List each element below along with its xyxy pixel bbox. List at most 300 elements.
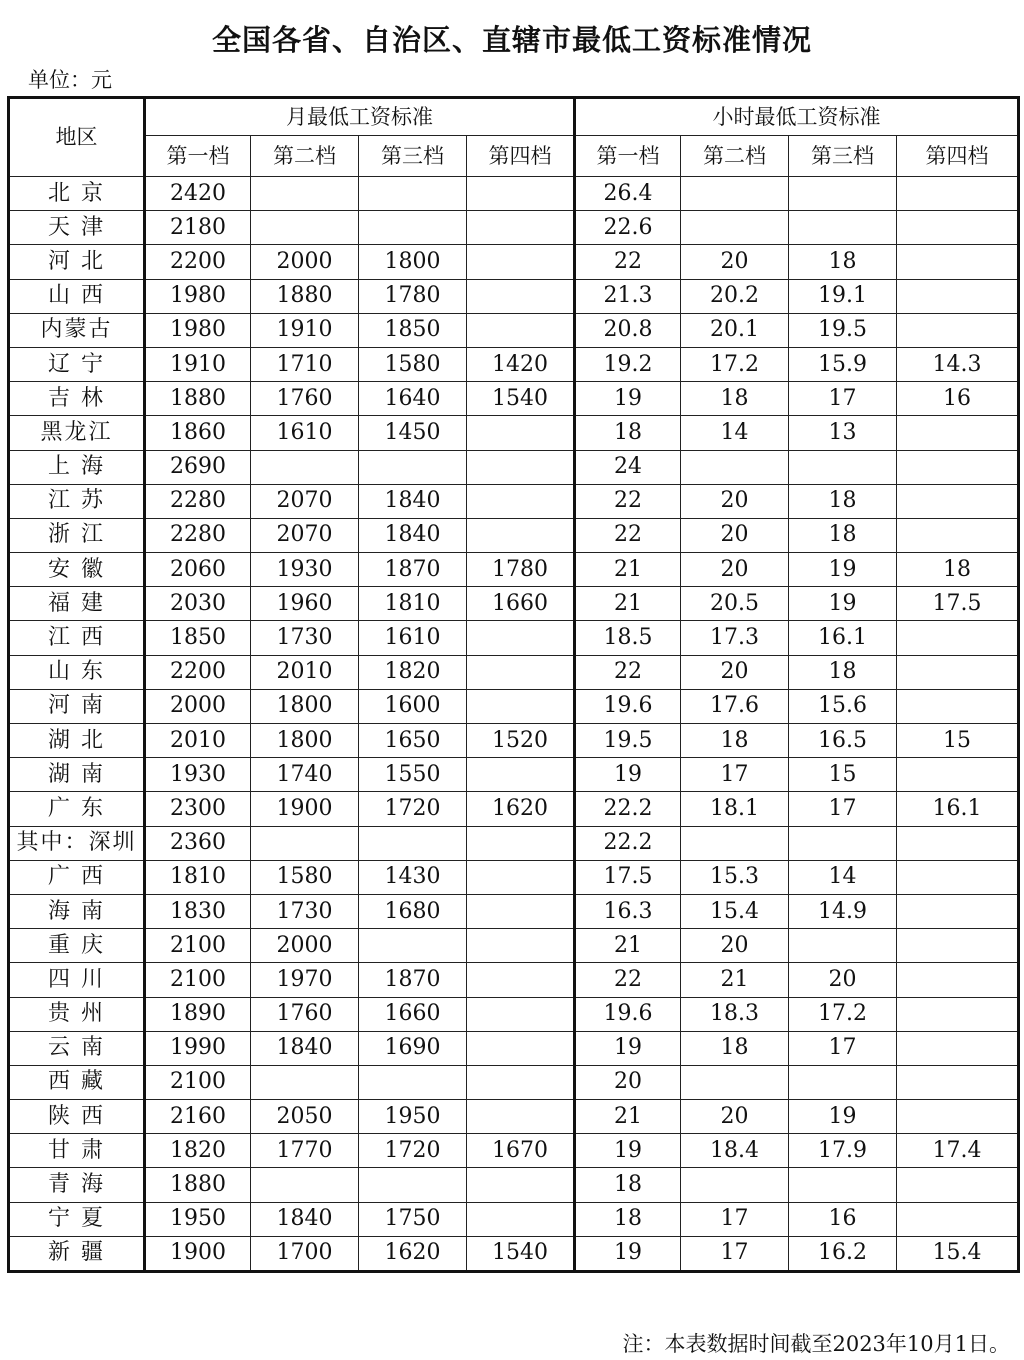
hourly-group-header: 小时最低工资标准: [575, 98, 1019, 136]
monthly-tier-4-cell: [467, 963, 575, 997]
monthly-tier-2-cell: 2050: [251, 1100, 359, 1134]
hourly-tier-4-cell: [897, 518, 1019, 552]
region-cell: 河 北: [9, 245, 145, 279]
region-cell: 北 京: [9, 177, 145, 211]
monthly-tier-4-header: 第四档: [467, 136, 575, 177]
monthly-tier-4-cell: 1670: [467, 1134, 575, 1168]
region-cell: 广 西: [9, 860, 145, 894]
region-cell: 江 西: [9, 621, 145, 655]
monthly-tier-3-cell: 1450: [359, 416, 467, 450]
hourly-tier-2-cell: 15.3: [681, 860, 789, 894]
hourly-tier-1-cell: 21: [575, 929, 681, 963]
hourly-tier-1-cell: 22: [575, 245, 681, 279]
monthly-tier-1-cell: 1890: [145, 997, 251, 1031]
region-cell: 山 西: [9, 279, 145, 313]
table-row: [9, 689, 1019, 723]
table-row: [9, 621, 1019, 655]
hourly-tier-4-cell: [897, 860, 1019, 894]
hourly-tier-4-cell: 17.5: [897, 587, 1019, 621]
monthly-tier-3-cell: [359, 177, 467, 211]
monthly-tier-3-cell: 1690: [359, 1031, 467, 1065]
hourly-tier-2-cell: [681, 211, 789, 245]
table-row: [9, 1065, 1019, 1099]
hourly-tier-3-cell: 13: [789, 416, 897, 450]
hourly-tier-4-cell: [897, 484, 1019, 518]
table-row: [9, 1236, 1019, 1271]
monthly-tier-2-cell: [251, 826, 359, 860]
monthly-tier-2-cell: 1960: [251, 587, 359, 621]
hourly-tier-1-cell: 20: [575, 1065, 681, 1099]
region-cell: 陕 西: [9, 1100, 145, 1134]
monthly-tier-3-cell: [359, 1065, 467, 1099]
hourly-tier-3-cell: 18: [789, 655, 897, 689]
hourly-tier-1-cell: 18: [575, 416, 681, 450]
hourly-tier-4-cell: 16.1: [897, 792, 1019, 826]
hourly-tier-2-cell: 20: [681, 929, 789, 963]
hourly-tier-2-cell: 17.2: [681, 347, 789, 381]
hourly-tier-2-cell: 20.5: [681, 587, 789, 621]
hourly-tier-4-cell: 14.3: [897, 347, 1019, 381]
monthly-tier-3-cell: [359, 211, 467, 245]
hourly-tier-3-cell: 19.1: [789, 279, 897, 313]
hourly-tier-3-cell: [789, 177, 897, 211]
monthly-tier-3-cell: [359, 450, 467, 484]
monthly-tier-4-cell: [467, 997, 575, 1031]
monthly-tier-4-cell: 1780: [467, 553, 575, 587]
hourly-tier-3-cell: [789, 826, 897, 860]
hourly-tier-4-cell: 17.4: [897, 1134, 1019, 1168]
region-cell: 青 海: [9, 1168, 145, 1202]
hourly-tier-2-cell: 17: [681, 1236, 789, 1271]
hourly-tier-1-cell: 20.8: [575, 313, 681, 347]
table-row: [9, 929, 1019, 963]
monthly-tier-2-cell: 1910: [251, 313, 359, 347]
table-row: [9, 484, 1019, 518]
monthly-tier-3-cell: 1720: [359, 792, 467, 826]
monthly-tier-4-cell: [467, 518, 575, 552]
monthly-tier-1-cell: 1900: [145, 1236, 251, 1271]
monthly-tier-2-cell: 1740: [251, 758, 359, 792]
region-cell: 宁 夏: [9, 1202, 145, 1236]
monthly-tier-4-cell: [467, 450, 575, 484]
monthly-tier-2-cell: 1730: [251, 621, 359, 655]
hourly-tier-4-cell: 18: [897, 553, 1019, 587]
hourly-tier-3-cell: [789, 211, 897, 245]
region-cell: 湖 北: [9, 724, 145, 758]
region-cell: 四 川: [9, 963, 145, 997]
monthly-tier-1-cell: 1830: [145, 894, 251, 928]
monthly-tier-3-cell: 1550: [359, 758, 467, 792]
region-cell: 海 南: [9, 894, 145, 928]
region-cell: 云 南: [9, 1031, 145, 1065]
hourly-tier-4-cell: [897, 1065, 1019, 1099]
monthly-tier-4-cell: [467, 484, 575, 518]
region-cell: 福 建: [9, 587, 145, 621]
monthly-tier-2-cell: 1840: [251, 1202, 359, 1236]
hourly-tier-1-cell: 18: [575, 1168, 681, 1202]
hourly-tier-2-cell: 20: [681, 484, 789, 518]
monthly-tier-4-cell: [467, 929, 575, 963]
hourly-tier-1-cell: 19.2: [575, 347, 681, 381]
monthly-tier-4-cell: [467, 826, 575, 860]
monthly-tier-2-cell: 1760: [251, 382, 359, 416]
hourly-tier-3-cell: 16.5: [789, 724, 897, 758]
region-cell: 其中：深圳: [9, 826, 145, 860]
monthly-tier-3-cell: 1870: [359, 553, 467, 587]
monthly-tier-3-cell: 1430: [359, 860, 467, 894]
monthly-tier-1-cell: 1850: [145, 621, 251, 655]
monthly-tier-1-header: 第一档: [145, 136, 251, 177]
monthly-tier-2-cell: 1840: [251, 1031, 359, 1065]
hourly-tier-2-cell: 20: [681, 1100, 789, 1134]
hourly-tier-1-cell: 22.2: [575, 792, 681, 826]
monthly-tier-2-cell: 2010: [251, 655, 359, 689]
hourly-tier-3-cell: 19.5: [789, 313, 897, 347]
hourly-tier-1-cell: 21: [575, 1100, 681, 1134]
region-cell: 山 东: [9, 655, 145, 689]
monthly-tier-1-cell: 2420: [145, 177, 251, 211]
table-row: [9, 279, 1019, 313]
region-cell: 广 东: [9, 792, 145, 826]
hourly-tier-4-cell: 15.4: [897, 1236, 1019, 1271]
monthly-tier-4-cell: [467, 177, 575, 211]
table-row: [9, 894, 1019, 928]
hourly-tier-4-cell: [897, 1100, 1019, 1134]
footer-note: 注：本表数据时间截至2023年10月1日。: [622, 1332, 1010, 1356]
hourly-tier-2-cell: 20: [681, 553, 789, 587]
hourly-tier-3-cell: [789, 929, 897, 963]
table-row: [9, 758, 1019, 792]
region-cell: 吉 林: [9, 382, 145, 416]
hourly-tier-4-cell: [897, 279, 1019, 313]
hourly-tier-2-cell: 17.3: [681, 621, 789, 655]
monthly-tier-2-cell: 2000: [251, 245, 359, 279]
monthly-tier-3-cell: 1660: [359, 997, 467, 1031]
region-cell: 安 徽: [9, 553, 145, 587]
monthly-tier-4-cell: [467, 245, 575, 279]
monthly-tier-2-cell: 1800: [251, 724, 359, 758]
monthly-tier-4-cell: 1540: [467, 382, 575, 416]
monthly-tier-3-cell: 1950: [359, 1100, 467, 1134]
monthly-tier-4-cell: [467, 1202, 575, 1236]
monthly-tier-4-cell: 1620: [467, 792, 575, 826]
monthly-tier-1-cell: 1910: [145, 347, 251, 381]
monthly-tier-4-cell: 1660: [467, 587, 575, 621]
monthly-tier-1-cell: 1820: [145, 1134, 251, 1168]
header-row-groups: [9, 98, 1019, 136]
hourly-tier-3-cell: [789, 1065, 897, 1099]
monthly-tier-1-cell: 1860: [145, 416, 251, 450]
hourly-tier-1-cell: 22: [575, 655, 681, 689]
table-row: [9, 655, 1019, 689]
monthly-tier-3-cell: 1870: [359, 963, 467, 997]
monthly-tier-4-cell: [467, 894, 575, 928]
monthly-tier-3-cell: 1600: [359, 689, 467, 723]
monthly-tier-2-cell: 1930: [251, 553, 359, 587]
monthly-tier-1-cell: 2000: [145, 689, 251, 723]
table-row: [9, 1100, 1019, 1134]
hourly-tier-4-cell: [897, 177, 1019, 211]
hourly-tier-4-cell: [897, 826, 1019, 860]
monthly-tier-4-cell: [467, 416, 575, 450]
monthly-tier-1-cell: 2300: [145, 792, 251, 826]
hourly-tier-2-header: 第二档: [681, 136, 789, 177]
hourly-tier-4-cell: [897, 758, 1019, 792]
monthly-tier-3-cell: [359, 1168, 467, 1202]
hourly-tier-3-cell: 17: [789, 792, 897, 826]
hourly-tier-3-cell: 18: [789, 518, 897, 552]
hourly-tier-3-cell: 15.6: [789, 689, 897, 723]
monthly-tier-3-cell: 1620: [359, 1236, 467, 1271]
monthly-tier-1-cell: 1930: [145, 758, 251, 792]
hourly-tier-3-cell: 16.1: [789, 621, 897, 655]
hourly-tier-1-header: 第一档: [575, 136, 681, 177]
region-cell: 内蒙古: [9, 313, 145, 347]
hourly-tier-3-cell: 19: [789, 1100, 897, 1134]
monthly-tier-2-cell: [251, 211, 359, 245]
hourly-tier-4-cell: [897, 211, 1019, 245]
monthly-tier-3-cell: 1780: [359, 279, 467, 313]
monthly-tier-4-cell: [467, 313, 575, 347]
hourly-tier-1-cell: 17.5: [575, 860, 681, 894]
monthly-tier-4-cell: [467, 860, 575, 894]
region-cell: 黑龙江: [9, 416, 145, 450]
region-cell: 辽 宁: [9, 347, 145, 381]
hourly-tier-2-cell: 20.2: [681, 279, 789, 313]
table-row: [9, 1168, 1019, 1202]
hourly-tier-4-header: 第四档: [897, 136, 1019, 177]
hourly-tier-3-cell: 14: [789, 860, 897, 894]
hourly-tier-3-cell: 18: [789, 484, 897, 518]
hourly-tier-4-cell: [897, 963, 1019, 997]
monthly-tier-1-cell: 1990: [145, 1031, 251, 1065]
hourly-tier-3-header: 第三档: [789, 136, 897, 177]
hourly-tier-3-cell: 19: [789, 587, 897, 621]
hourly-tier-3-cell: 15.9: [789, 347, 897, 381]
hourly-tier-3-cell: 18: [789, 245, 897, 279]
hourly-tier-1-cell: 22.6: [575, 211, 681, 245]
table-row: [9, 518, 1019, 552]
monthly-tier-2-header: 第二档: [251, 136, 359, 177]
hourly-tier-2-cell: 18.4: [681, 1134, 789, 1168]
monthly-tier-4-cell: [467, 621, 575, 655]
hourly-tier-2-cell: [681, 1168, 789, 1202]
monthly-tier-4-cell: [467, 211, 575, 245]
monthly-tier-4-cell: 1520: [467, 724, 575, 758]
table-row: [9, 997, 1019, 1031]
monthly-tier-1-cell: 2200: [145, 655, 251, 689]
table-row: [9, 416, 1019, 450]
hourly-tier-2-cell: [681, 826, 789, 860]
hourly-tier-4-cell: [897, 894, 1019, 928]
region-cell: 贵 州: [9, 997, 145, 1031]
monthly-tier-3-cell: 1820: [359, 655, 467, 689]
table-row: [9, 347, 1019, 381]
table-row: [9, 724, 1019, 758]
table-row: [9, 177, 1019, 211]
monthly-tier-2-cell: 1700: [251, 1236, 359, 1271]
monthly-tier-4-cell: 1540: [467, 1236, 575, 1271]
monthly-tier-1-cell: 2100: [145, 963, 251, 997]
hourly-tier-3-cell: 16: [789, 1202, 897, 1236]
region-cell: 河 南: [9, 689, 145, 723]
hourly-tier-4-cell: [897, 245, 1019, 279]
monthly-group-header: 月最低工资标准: [145, 98, 575, 136]
page-title: 全国各省、自治区、直辖市最低工资标准情况: [211, 23, 812, 57]
hourly-tier-1-cell: 19: [575, 1134, 681, 1168]
monthly-tier-3-cell: 1720: [359, 1134, 467, 1168]
table-body: [9, 177, 1019, 1272]
monthly-tier-2-cell: 1580: [251, 860, 359, 894]
monthly-tier-1-cell: 2060: [145, 553, 251, 587]
hourly-tier-1-cell: 21: [575, 587, 681, 621]
hourly-tier-2-cell: 20: [681, 245, 789, 279]
monthly-tier-4-cell: 1420: [467, 347, 575, 381]
monthly-tier-1-cell: 2690: [145, 450, 251, 484]
table-row: [9, 587, 1019, 621]
region-column-header: 地区: [9, 98, 145, 177]
hourly-tier-1-cell: 21.3: [575, 279, 681, 313]
hourly-tier-1-cell: 19.6: [575, 689, 681, 723]
monthly-tier-2-cell: [251, 1168, 359, 1202]
monthly-tier-1-cell: 2010: [145, 724, 251, 758]
table-row: [9, 1134, 1019, 1168]
monthly-tier-1-cell: 2180: [145, 211, 251, 245]
monthly-tier-2-cell: 2000: [251, 929, 359, 963]
monthly-tier-2-cell: 1770: [251, 1134, 359, 1168]
region-cell: 西 藏: [9, 1065, 145, 1099]
hourly-tier-4-cell: 16: [897, 382, 1019, 416]
monthly-tier-1-cell: 2100: [145, 1065, 251, 1099]
monthly-tier-4-cell: [467, 1065, 575, 1099]
hourly-tier-3-cell: 16.2: [789, 1236, 897, 1271]
monthly-tier-2-cell: 1760: [251, 997, 359, 1031]
hourly-tier-3-cell: [789, 1168, 897, 1202]
monthly-tier-1-cell: 2160: [145, 1100, 251, 1134]
hourly-tier-4-cell: [897, 450, 1019, 484]
table-row: [9, 382, 1019, 416]
hourly-tier-4-cell: [897, 929, 1019, 963]
region-cell: 重 庆: [9, 929, 145, 963]
monthly-tier-2-cell: 1710: [251, 347, 359, 381]
monthly-tier-1-cell: 2280: [145, 484, 251, 518]
region-cell: 新 疆: [9, 1236, 145, 1271]
monthly-tier-4-cell: [467, 1168, 575, 1202]
hourly-tier-2-cell: 15.4: [681, 894, 789, 928]
hourly-tier-4-cell: [897, 621, 1019, 655]
hourly-tier-1-cell: 19: [575, 1031, 681, 1065]
hourly-tier-2-cell: 18.1: [681, 792, 789, 826]
monthly-tier-3-cell: 1800: [359, 245, 467, 279]
hourly-tier-1-cell: 24: [575, 450, 681, 484]
monthly-tier-4-cell: [467, 655, 575, 689]
monthly-tier-1-cell: 1980: [145, 279, 251, 313]
table-row: [9, 245, 1019, 279]
table-row: [9, 792, 1019, 826]
monthly-tier-1-cell: 2200: [145, 245, 251, 279]
monthly-tier-1-cell: 1980: [145, 313, 251, 347]
hourly-tier-3-cell: 17.9: [789, 1134, 897, 1168]
hourly-tier-4-cell: [897, 1168, 1019, 1202]
hourly-tier-4-cell: [897, 689, 1019, 723]
monthly-tier-2-cell: [251, 1065, 359, 1099]
hourly-tier-1-cell: 18: [575, 1202, 681, 1236]
hourly-tier-1-cell: 22: [575, 963, 681, 997]
hourly-tier-2-cell: [681, 450, 789, 484]
hourly-tier-2-cell: 17: [681, 1202, 789, 1236]
monthly-tier-3-cell: 1680: [359, 894, 467, 928]
monthly-tier-4-cell: [467, 1100, 575, 1134]
table-row: [9, 1031, 1019, 1065]
hourly-tier-3-cell: [789, 450, 897, 484]
region-cell: 天 津: [9, 211, 145, 245]
monthly-tier-2-cell: 1610: [251, 416, 359, 450]
table-row: [9, 826, 1019, 860]
table-row: [9, 1202, 1019, 1236]
monthly-tier-2-cell: 1970: [251, 963, 359, 997]
header-row-tiers: [9, 136, 1019, 177]
hourly-tier-2-cell: [681, 1065, 789, 1099]
hourly-tier-2-cell: 18: [681, 724, 789, 758]
region-cell: 上 海: [9, 450, 145, 484]
hourly-tier-2-cell: 17.6: [681, 689, 789, 723]
table-row: [9, 450, 1019, 484]
hourly-tier-4-cell: [897, 1031, 1019, 1065]
monthly-tier-1-cell: 2360: [145, 826, 251, 860]
monthly-tier-1-cell: 2100: [145, 929, 251, 963]
table-row: [9, 860, 1019, 894]
hourly-tier-4-cell: [897, 416, 1019, 450]
hourly-tier-2-cell: 20.1: [681, 313, 789, 347]
hourly-tier-2-cell: 14: [681, 416, 789, 450]
hourly-tier-4-cell: [897, 313, 1019, 347]
hourly-tier-1-cell: 22: [575, 484, 681, 518]
hourly-tier-4-cell: [897, 1202, 1019, 1236]
monthly-tier-3-cell: 1850: [359, 313, 467, 347]
hourly-tier-1-cell: 18.5: [575, 621, 681, 655]
hourly-tier-1-cell: 21: [575, 553, 681, 587]
monthly-tier-1-cell: 1950: [145, 1202, 251, 1236]
monthly-tier-3-cell: 1810: [359, 587, 467, 621]
region-cell: 湖 南: [9, 758, 145, 792]
monthly-tier-1-cell: 2030: [145, 587, 251, 621]
hourly-tier-3-cell: 19: [789, 553, 897, 587]
monthly-tier-3-cell: 1640: [359, 382, 467, 416]
monthly-tier-3-cell: 1840: [359, 484, 467, 518]
monthly-tier-4-cell: [467, 689, 575, 723]
hourly-tier-2-cell: 18.3: [681, 997, 789, 1031]
region-cell: 浙 江: [9, 518, 145, 552]
monthly-tier-3-cell: 1750: [359, 1202, 467, 1236]
monthly-tier-1-cell: 1880: [145, 382, 251, 416]
hourly-tier-3-cell: 17.2: [789, 997, 897, 1031]
table-row: [9, 553, 1019, 587]
hourly-tier-3-cell: 17: [789, 1031, 897, 1065]
monthly-tier-3-header: 第三档: [359, 136, 467, 177]
hourly-tier-3-cell: 15: [789, 758, 897, 792]
hourly-tier-3-cell: 14.9: [789, 894, 897, 928]
monthly-tier-1-cell: 2280: [145, 518, 251, 552]
hourly-tier-2-cell: 17: [681, 758, 789, 792]
monthly-tier-1-cell: 1880: [145, 1168, 251, 1202]
monthly-tier-4-cell: [467, 1031, 575, 1065]
hourly-tier-4-cell: [897, 655, 1019, 689]
hourly-tier-2-cell: 18: [681, 1031, 789, 1065]
monthly-tier-3-cell: 1650: [359, 724, 467, 758]
region-cell: 甘 肃: [9, 1134, 145, 1168]
hourly-tier-2-cell: [681, 177, 789, 211]
hourly-tier-1-cell: 19.5: [575, 724, 681, 758]
